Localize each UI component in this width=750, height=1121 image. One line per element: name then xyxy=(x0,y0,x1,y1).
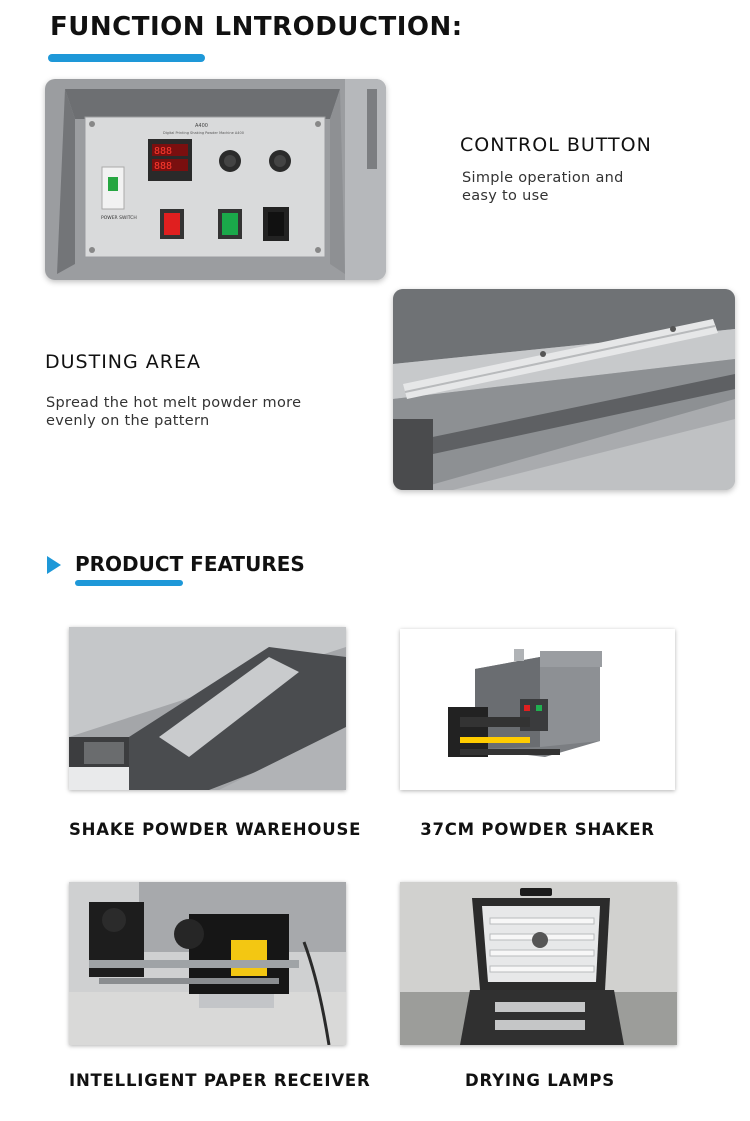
svg-text:888: 888 xyxy=(154,146,173,157)
feature-caption: SHAKE POWDER WAREHOUSE xyxy=(69,820,362,839)
svg-text:POWER SWITCH: POWER SWITCH xyxy=(101,216,137,221)
svg-text:A400: A400 xyxy=(195,123,208,129)
control-button-heading: CONTROL BUTTON xyxy=(460,134,652,156)
feature-caption: DRYING LAMPS xyxy=(465,1071,615,1090)
powder-warehouse-photo xyxy=(69,627,346,790)
dusting-area-description-line: evenly on the pattern xyxy=(46,413,210,429)
svg-text:Digital Printing Shaking Powde: Digital Printing Shaking Powder Machine A400 xyxy=(163,131,244,135)
powder-shaker-photo xyxy=(400,629,675,790)
svg-text:888: 888 xyxy=(154,161,173,172)
dusting-area-description xyxy=(46,394,301,430)
control-button-description xyxy=(462,169,624,205)
control-button-description-line: Simple operation and xyxy=(462,170,624,186)
dusting-area-photo xyxy=(393,289,735,490)
section-title-underline xyxy=(75,580,183,586)
drying-lamps-photo xyxy=(400,882,677,1045)
play-arrow-icon xyxy=(47,556,61,574)
section-title-underline xyxy=(48,54,205,62)
section-title-product-features: PRODUCT FEATURES xyxy=(75,552,305,576)
control-button-description-line: easy to use xyxy=(462,188,549,204)
section-title-function-introduction: FUNCTION LNTRODUCTION: xyxy=(50,12,463,42)
feature-caption: INTELLIGENT PAPER RECEIVER xyxy=(69,1071,371,1090)
paper-receiver-photo xyxy=(69,882,346,1045)
control-panel-photo xyxy=(45,79,386,280)
dusting-area-heading: DUSTING AREA xyxy=(45,351,201,373)
feature-caption: 37CM POWDER SHAKER xyxy=(420,820,655,839)
dusting-area-description-line: Spread the hot melt powder more xyxy=(46,395,302,411)
